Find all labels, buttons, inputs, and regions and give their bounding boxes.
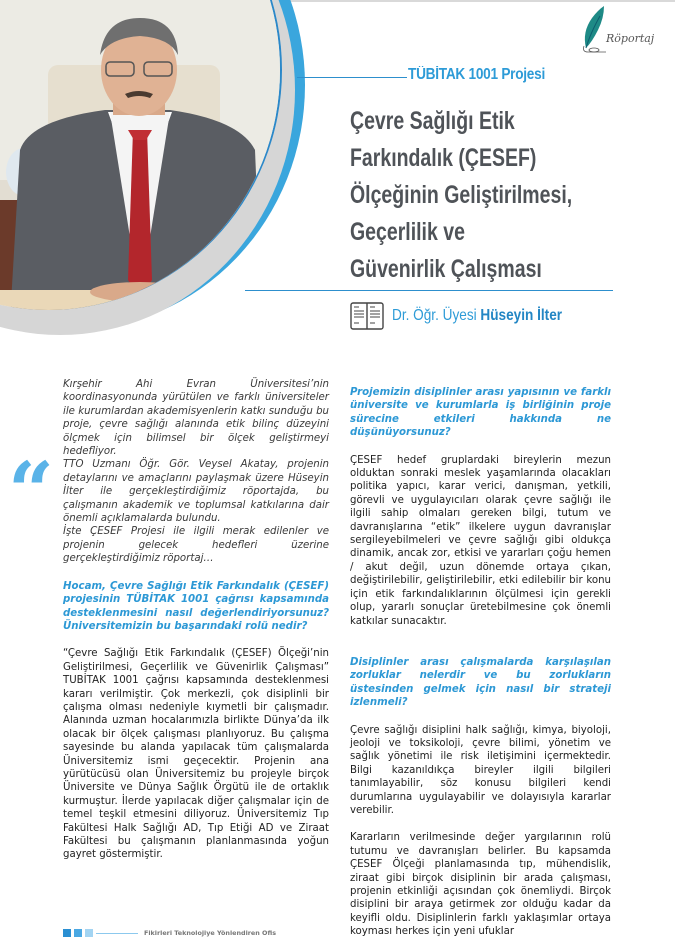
title-line: Farkındalık (ÇESEF) [350,144,537,172]
left-column [63,378,329,862]
intro-paragraph: İşte ÇESEF Projesi ile ilgili merak edilenler ve projenin gelecek hedefleri üzerine gerçekleştirdiğimiz röportaj… [63,526,329,565]
interview-answer: Kararların verilmesinde değer yargılarının rolü tutumu ve davranışları belirler. Bu kapsamda ÇESEF Ölçeği planlamasında tıp, mühendislik, ziraat gibi birçok disiplinin bir arada çalışması, projenin etkinliği açısından çok önemliydi. Birçok disiplini bir araya getirmek zor olduğu kadar da keyifli oldu. Disiplinlerin farklı yaklaşımlar ortaya koyması herkes için yeni ufuklar [350,832,611,938]
intro-paragraph: Kırşehir Ahi Evran Üniversitesi’nin koordinasyonunda yürütülen ve farklı üniversiteler ile kurumlardan akademisyenlerin katkı sunduğu bu proje, çevre sağlığı alanında etik bilinç düzeyini ölçmek için bilimsel bir ölçek geliştirmeyi hedefliyor. [63,379,329,458]
open-book-icon [350,301,384,331]
title-line: Geçerlilik ve [350,218,465,246]
author-byline [350,300,592,332]
title-line: Ölçeğinin Geliştirilmesi, [350,181,573,209]
footer-line [96,933,138,934]
reportaj-logo [570,4,670,56]
right-column [350,386,611,939]
project-label: TÜBİTAK 1001 Projesi [408,66,545,83]
logo-text: Röportaj [606,32,655,45]
interview-answer: “Çevre Sağlığı Etik Farkındalık (ÇESEF) Ölçeği’nin Geliştirilmesi, Geçerlilik ve Güvenirlik Çalışması” TUBİTAK 1001 çağrısı kapsamında desteklenmesi kararı verilmiştir. Çok merkezli, çok disiplinli bir çalışma olması nedeniyle kıymetli bir çalışmadır. Alanında uzman hocalarımızla birlikte Dünya’da ilk olacak bir ölçek çalışması planlıyoruz. Bu çalışma sayesinde bu alanda yapılacak tüm çalışmalarda Üniversitemiz ismi geçecektir. Projenin ana yürütücüsü olan Üniversitemiz bu projeyle birçok Üniversite ve Dünya Sağlık Örgütü ile de ortaklık kurmuştur. İlerde yapılacak diğer çalışmalar için de temel teşkil etmesini diliyoruz. Üniversitemiz Tıp Fakültesi Halk Sağlığı AD, Tıp Etiği AD ve Ziraat Fakültesi bu çalışmanın planlanmasında yoğun gayret göstermiştir. [63,648,329,861]
portrait-photo [0,0,282,310]
author-name [392,307,562,325]
interview-answer: ÇESEF hedef gruplardaki bireylerin mezun olduktan sonraki meslek yaşamlarında olacakları politika yapıcı, karar verici, danışman, yetkili, görevli ve uygulayıcıları olarak çevre sağlığı ile ilgili sahip olmaları gereken bilgi, tutum ve davranışlarına “etik” ilkelere uygun davranışlar sergileyebilmeleri ve çevre sağlığı gibi oldukça dinamik, ancak zor, etkisi ve yararları çoğu hemen / akut değil, uzun dönemde ortaya çıkan, değiştirilebilir, geliştirilebilir, etki edilebilir bir konu için etik farkındalıklarının ölçülmesi için gerekli olup, yararlı sonuçlar üretebilmesine çok önemli katkılar sunacaktır. [350,454,611,627]
intro-paragraph: TTO Uzmanı Öğr. Gör. Veysel Akatay, projenin detaylarını ve amaçlarını paylaşmak üzere Hüseyin İlter ile gerçekleştirdiğimiz röportajda, bu çalışmanın akademik ve toplumsal katkılarına dair önemli açıklamalarda bulundu. [63,459,329,525]
page-footer [63,929,276,937]
interview-question: Hocam, Çevre Sağlığı Etik Farkındalık (ÇESEF) projesinin TÜBİTAK 1001 çağrısı kapsamında desteklenmesini nasıl değerlendiriyorsunuz? Üniversitemizin bu başarındaki rolü nedir? [63,580,329,632]
interview-question: Disiplinler arası çalışmalarda karşılaşılan zorluklar nelerdir ve bu zorlukların üstesinden gelmek için nasıl bir strateji izlenmeli? [350,656,611,709]
interview-question: Projemizin disiplinler arası yapısının ve farklı üniversite ve kurumlarla iş birliğinin proje sürecine etkileri hakkında ne düşünüyorsunuz? [350,387,611,439]
header-divider-bottom [245,290,613,291]
footer-square-icon [74,929,82,937]
title-line: Güvenirlik Çalışması [350,255,542,283]
quote-mark-icon: “ [8,444,55,538]
interview-answer: Çevre sağlığı disiplini halk sağlığı, kimya, biyoloji, jeoloji ve toksikoloji, çevre bilimi, yönetim ve sağlık yönetimi ile risk iletişimini içermektedir. Bilgi kazanıldıkça bireyler ilgili bilgileri tanımlayabilir, söz konusu bilgileri kendi durumlarına uygulayabilir ve dolayısıyla kararlar verebilir. [350,724,611,816]
title-line: Çevre Sağlığı Etik [350,107,515,135]
footer-text: Fikirleri Teknolojiye Yönlendiren Ofis [144,929,277,937]
author-prefix: Dr. Öğr. Üyesi [392,307,477,324]
footer-square-icon [85,929,93,937]
article-title [350,103,584,288]
footer-square-icon [63,929,71,937]
feather-quill-icon [570,4,670,56]
author-full-name: Hüseyin İlter [480,307,563,324]
portrait-photo-area [0,0,340,340]
header-divider-top [297,77,407,78]
